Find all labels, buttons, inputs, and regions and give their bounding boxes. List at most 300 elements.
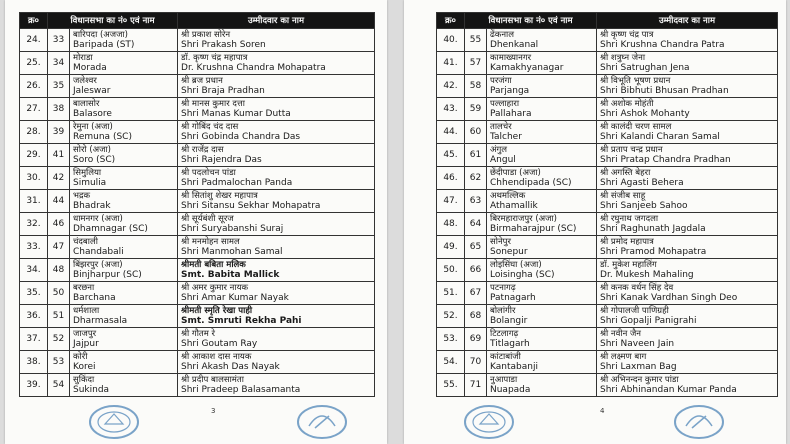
constituency-name-hindi: बिरमहाराजपुर (अजा): [490, 213, 557, 224]
candidate-name: [597, 236, 778, 259]
constituency-name: [487, 52, 597, 75]
serial-number: 45.: [437, 144, 465, 167]
constituency-name-hindi: सोरो (अजा): [73, 144, 111, 155]
constituency-number: 50: [48, 282, 70, 305]
table-body: [437, 29, 778, 397]
candidate-name: [178, 144, 375, 167]
serial-number: 33.: [20, 236, 48, 259]
constituency-number: 54: [48, 374, 70, 397]
constituency-name: [70, 75, 178, 98]
candidate-name-english: Smt. Babita Mallick: [181, 269, 280, 280]
constituency-name: [70, 52, 178, 75]
serial-number: 40.: [437, 29, 465, 52]
constituency-number: 52: [48, 328, 70, 351]
table-header: [20, 13, 375, 29]
candidate-name-english: Shri Pramod Mohapatra: [600, 246, 707, 257]
constituency-name-english: Birmaharajpur (SC): [490, 223, 577, 234]
candidate-name: [597, 144, 778, 167]
constituency-name-english: Barchana: [73, 292, 116, 303]
header-constituency: विधानसभा का नं० एवं नाम: [48, 13, 178, 29]
table-body: [20, 29, 375, 397]
candidate-name-hindi: श्री राजेंद्र दास: [181, 144, 224, 155]
candidate-name-english: Shri Rajendra Das: [181, 154, 262, 165]
constituency-name: [487, 29, 597, 52]
candidate-name: [178, 213, 375, 236]
table-row: [20, 52, 375, 75]
constituency-name-hindi: जाजपुर: [73, 328, 97, 339]
constituency-name: [70, 328, 178, 351]
candidate-name-english: Shri Naveen Jain: [600, 338, 675, 349]
candidate-name-hindi: श्री लक्ष्मण बाग: [600, 351, 647, 362]
candidate-name: [597, 259, 778, 282]
constituency-number: 51: [48, 305, 70, 328]
candidate-name: [178, 236, 375, 259]
candidate-name-english: Shri Prakash Soren: [181, 39, 266, 50]
constituency-number: 65: [465, 236, 487, 259]
candidate-name: [178, 29, 375, 52]
candidate-name-hindi: श्री अशोक मोहंती: [600, 98, 654, 109]
table-row: [20, 374, 375, 397]
constituency-name: [487, 328, 597, 351]
constituency-name-english: Patnagarh: [490, 292, 536, 303]
constituency-name-hindi: धर्मशाला: [73, 305, 100, 316]
table-row: [437, 98, 778, 121]
constituency-number: 67: [465, 282, 487, 305]
table-row: [437, 29, 778, 52]
candidate-name: [597, 98, 778, 121]
serial-number: 29.: [20, 144, 48, 167]
candidate-name-english: Shri Braja Pradhan: [181, 85, 265, 96]
table-row: [20, 213, 375, 236]
table-row: [20, 236, 375, 259]
table-row: [437, 282, 778, 305]
header-candidate: उम्मीदवार का नाम: [597, 13, 778, 29]
serial-number: 31.: [20, 190, 48, 213]
constituency-name-hindi: कोरी: [73, 351, 88, 362]
candidate-name-hindi: डॉ. मुकेश महालिंग: [600, 259, 657, 270]
candidate-name-hindi: श्री नवीन जैन: [600, 328, 642, 339]
constituency-number: 57: [465, 52, 487, 75]
table-row: [437, 351, 778, 374]
constituency-name-english: Sukinda: [73, 384, 110, 395]
constituency-name: [487, 213, 597, 236]
serial-number: 43.: [437, 98, 465, 121]
header-serial: क्र०: [437, 13, 465, 29]
table-row: [437, 190, 778, 213]
serial-number: 30.: [20, 167, 48, 190]
candidate-name: [597, 374, 778, 397]
constituency-name-english: Talcher: [490, 131, 522, 142]
constituency-name: [487, 144, 597, 167]
header-constituency: विधानसभा का नं० एवं नाम: [465, 13, 597, 29]
serial-number: 26.: [20, 75, 48, 98]
constituency-number: 44: [48, 190, 70, 213]
serial-number: 49.: [437, 236, 465, 259]
candidate-name-english: Shri Raghunath Jagdala: [600, 223, 706, 234]
constituency-name: [487, 98, 597, 121]
constituency-name-hindi: छेंदीपाडा (अजा): [490, 167, 541, 178]
serial-number: 41.: [437, 52, 465, 75]
table-row: [437, 328, 778, 351]
constituency-name-english: Dhenkanal: [490, 39, 539, 50]
constituency-name-english: Kamakhyanagar: [490, 62, 564, 73]
candidate-name-hindi: श्री अमर कुमार नायक: [181, 282, 249, 293]
constituency-name-hindi: भद्रक: [73, 190, 91, 201]
constituency-name: [487, 121, 597, 144]
table-row: [437, 259, 778, 282]
candidate-name: [178, 259, 375, 282]
candidate-name-english: Shri Kanak Vardhan Singh Deo: [600, 292, 738, 303]
constituency-name-english: Chandabali: [73, 246, 124, 257]
constituency-name: [70, 98, 178, 121]
table-row: [437, 213, 778, 236]
serial-number: 42.: [437, 75, 465, 98]
constituency-name: [487, 236, 597, 259]
constituency-name-hindi: तालचेर: [490, 121, 512, 132]
constituency-number: 71: [465, 374, 487, 397]
candidate-name-english: Shri Ashok Mohanty: [600, 108, 690, 119]
candidate-name-english: Shri Akash Das Nayak: [181, 361, 280, 372]
constituency-name-hindi: अंगुल: [490, 144, 508, 155]
constituency-number: 48: [48, 259, 70, 282]
constituency-name-hindi: कांटाबांजी: [490, 351, 521, 362]
candidate-name-english: Shri Gopalji Panigrahi: [600, 315, 697, 326]
constituency-name: [487, 75, 597, 98]
constituency-number: 42: [48, 167, 70, 190]
candidate-name-english: Shri Padmalochan Panda: [181, 177, 293, 188]
constituency-name-english: Dharmasala: [73, 315, 128, 326]
constituency-number: 70: [465, 351, 487, 374]
constituency-name-hindi: जलेश्वर: [73, 75, 97, 86]
table-row: [437, 121, 778, 144]
candidate-name-hindi: श्री अगस्ति बेहरा: [600, 167, 651, 178]
constituency-name-english: Bhadrak: [73, 200, 111, 211]
constituency-number: 55: [465, 29, 487, 52]
constituency-name: [70, 121, 178, 144]
candidate-name-english: Shri Suryabanshi Suraj: [181, 223, 284, 234]
constituency-number: 58: [465, 75, 487, 98]
serial-number: 50.: [437, 259, 465, 282]
candidate-name-hindi: डॉ. कृष्ण चंद्र महापात्र: [181, 52, 248, 63]
constituency-name-hindi: बालासोर: [73, 98, 100, 109]
candidate-name: [178, 167, 375, 190]
constituency-name-english: Loisingha (SC): [490, 269, 555, 280]
page-number: 3: [211, 407, 216, 415]
table-row: [437, 305, 778, 328]
candidate-name: [597, 351, 778, 374]
serial-number: 27.: [20, 98, 48, 121]
table-row: [20, 259, 375, 282]
constituency-number: 60: [465, 121, 487, 144]
constituency-name: [70, 282, 178, 305]
candidate-name-hindi: श्री प्रदीप बालसामंता: [181, 374, 244, 385]
constituency-number: 38: [48, 98, 70, 121]
party-emblem-stamp: [672, 400, 726, 440]
constituency-name: [487, 351, 597, 374]
table-row: [20, 98, 375, 121]
candidate-name-english: Shri Goutam Ray: [181, 338, 258, 349]
constituency-name-english: Balasore: [73, 108, 112, 119]
candidate-name-hindi: श्री गोबिंद चंद दास: [181, 121, 239, 132]
table-row: [20, 305, 375, 328]
constituency-name: [70, 351, 178, 374]
constituency-name-hindi: बरछना: [73, 282, 95, 293]
table-row: [20, 328, 375, 351]
document-page-right: [404, 0, 786, 444]
table-row: [20, 351, 375, 374]
candidate-name-hindi: श्री प्रमोद महापात्र: [600, 236, 654, 247]
constituency-name: [70, 144, 178, 167]
serial-number: 55.: [437, 374, 465, 397]
constituency-name: [487, 190, 597, 213]
candidate-name-hindi: श्री विभूति भूषण प्रधान: [600, 75, 671, 86]
constituency-name-hindi: टिटलागढ़: [490, 328, 519, 339]
candidate-name-english: Shri Abhinandan Kumar Panda: [600, 384, 737, 395]
candidate-name: [597, 29, 778, 52]
table-row: [20, 121, 375, 144]
constituency-number: 61: [465, 144, 487, 167]
constituency-name: [70, 29, 178, 52]
candidate-name-hindi: श्री प्रकाश सोरेन: [181, 29, 231, 40]
candidate-name: [178, 121, 375, 144]
candidate-name-hindi: श्री मनमोहन सामल: [181, 236, 240, 247]
serial-number: 44.: [437, 121, 465, 144]
candidate-name: [178, 351, 375, 374]
candidate-name: [597, 167, 778, 190]
constituency-name: [70, 190, 178, 213]
constituency-name-hindi: सिमुलिया: [73, 167, 102, 178]
constituency-number: 63: [465, 190, 487, 213]
serial-number: 25.: [20, 52, 48, 75]
serial-number: 39.: [20, 374, 48, 397]
constituency-number: 33: [48, 29, 70, 52]
constituency-name-english: Nuapada: [490, 384, 531, 395]
constituency-name-hindi: पटनागढ़: [490, 282, 516, 293]
constituency-name-hindi: सुकिंदा: [73, 374, 95, 385]
candidate-name: [178, 75, 375, 98]
constituency-name-english: Simulia: [73, 177, 107, 188]
candidate-name-hindi: श्रीमती स्मृति रेखा पाही: [181, 305, 253, 316]
constituency-name-english: Jajpur: [73, 338, 99, 349]
candidate-name-english: Shri Amar Kumar Nayak: [181, 292, 289, 303]
constituency-name-english: Remuna (SC): [73, 131, 132, 142]
constituency-number: 46: [48, 213, 70, 236]
constituency-name: [70, 213, 178, 236]
candidate-name: [597, 121, 778, 144]
table-row: [437, 75, 778, 98]
candidate-name-english: Shri Krushna Chandra Patra: [600, 39, 725, 50]
candidate-name-hindi: श्री प्रताप चन्द्र प्रधान: [600, 144, 663, 155]
table-row: [20, 282, 375, 305]
table-row: [20, 144, 375, 167]
candidate-name-hindi: श्री अभिनन्दन कुमार पांडा: [600, 374, 679, 385]
candidate-name: [178, 282, 375, 305]
constituency-number: 59: [465, 98, 487, 121]
constituency-number: 39: [48, 121, 70, 144]
constituency-number: 66: [465, 259, 487, 282]
candidate-name: [178, 374, 375, 397]
candidate-name-english: Shri Satrughan Jena: [600, 62, 690, 73]
serial-number: 47.: [437, 190, 465, 213]
constituency-name-hindi: मोराडा: [73, 52, 93, 63]
constituency-name-hindi: रेमुना (अजा): [73, 121, 113, 132]
constituency-name-english: Kantabanji: [490, 361, 538, 372]
serial-number: 28.: [20, 121, 48, 144]
table-row: [437, 374, 778, 397]
candidate-name-hindi: श्री गोपालजी पाणिग्रही: [600, 305, 669, 316]
constituency-name: [70, 259, 178, 282]
constituency-name-english: Sonepur: [490, 246, 528, 257]
candidate-name: [178, 190, 375, 213]
table-row: [437, 144, 778, 167]
candidate-name: [597, 305, 778, 328]
candidate-name: [597, 328, 778, 351]
serial-number: 48.: [437, 213, 465, 236]
constituency-name-english: Athamallik: [490, 200, 538, 211]
candidate-name: [178, 328, 375, 351]
candidate-name-hindi: श्री आकाश दास नायक: [181, 351, 252, 362]
header-candidate: उम्मीदवार का नाम: [178, 13, 375, 29]
serial-number: 51.: [437, 282, 465, 305]
constituency-name-english: Pallahara: [490, 108, 532, 119]
constituency-name-hindi: कामाख्यानगर: [490, 52, 532, 63]
serial-number: 54.: [437, 351, 465, 374]
constituency-name: [70, 167, 178, 190]
constituency-number: 41: [48, 144, 70, 167]
candidate-name-english: Dr. Mukesh Mahaling: [600, 269, 694, 280]
candidate-table-right: [436, 12, 778, 397]
candidate-name-hindi: श्री पदलोचन पांडा: [181, 167, 236, 178]
table-row: [437, 167, 778, 190]
constituency-name: [487, 374, 597, 397]
candidate-name: [597, 52, 778, 75]
candidate-name-hindi: श्री कनक वर्धन सिंह देव: [600, 282, 674, 293]
candidate-name: [597, 213, 778, 236]
party-seal-stamp: [87, 400, 141, 440]
candidate-name-hindi: श्री कृष्ण चंद्र पात्र: [600, 29, 654, 40]
constituency-name-hindi: ढेंकनाल: [490, 29, 514, 40]
table-row: [437, 52, 778, 75]
candidate-name-english: Shri Pratap Chandra Pradhan: [600, 154, 731, 165]
constituency-name-english: Dhamnagar (SC): [73, 223, 148, 234]
candidate-name-english: Shri Laxman Bag: [600, 361, 677, 372]
candidate-name-english: Shri Manas Kumar Dutta: [181, 108, 291, 119]
candidate-name-hindi: श्री सूर्यबंशी सूरज: [181, 213, 234, 224]
candidate-name-english: Smt. Smruti Rekha Pahi: [181, 315, 302, 326]
serial-number: 53.: [437, 328, 465, 351]
serial-number: 32.: [20, 213, 48, 236]
table-row: [20, 75, 375, 98]
serial-number: 36.: [20, 305, 48, 328]
constituency-name-english: Chhendipada (SC): [490, 177, 572, 188]
serial-number: 37.: [20, 328, 48, 351]
constituency-name-english: Morada: [73, 62, 107, 73]
candidate-name: [597, 190, 778, 213]
candidate-name-english: Shri Sanjeeb Sahoo: [600, 200, 688, 211]
constituency-name-hindi: चंदबाली: [73, 236, 98, 247]
constituency-name-hindi: बिंझरपुर (अजा): [73, 259, 123, 270]
party-seal-stamp: [462, 400, 516, 440]
candidate-name: [178, 305, 375, 328]
serial-number: 38.: [20, 351, 48, 374]
candidate-name-hindi: श्री ब्रज प्रधान: [181, 75, 223, 86]
constituency-name-english: Angul: [490, 154, 516, 165]
serial-number: 34.: [20, 259, 48, 282]
constituency-name-hindi: बोलांगीर: [490, 305, 516, 316]
candidate-name-english: Shri Agasti Behera: [600, 177, 684, 188]
constituency-name: [487, 282, 597, 305]
constituency-name-english: Parjanga: [490, 85, 530, 96]
constituency-name-hindi: नुआपाडा: [490, 374, 518, 385]
constituency-name: [487, 259, 597, 282]
candidate-name-hindi: श्री सितांशु शेखर महापात्र: [181, 190, 258, 201]
candidate-name: [178, 52, 375, 75]
table-header: [437, 13, 778, 29]
constituency-name-english: Titlagarh: [490, 338, 530, 349]
candidate-name-english: Shri Kalandi Charan Samal: [600, 131, 720, 142]
table-row: [20, 167, 375, 190]
header-serial: क्र०: [20, 13, 48, 29]
candidate-name-hindi: श्री मानस कुमार दत्ता: [181, 98, 245, 109]
candidate-name-hindi: श्री रघुनाथ जगदला: [600, 213, 659, 224]
constituency-number: 68: [465, 305, 487, 328]
candidate-name-english: Shri Sitansu Sekhar Mohapatra: [181, 200, 321, 211]
page-number: 4: [600, 407, 605, 415]
candidate-name-hindi: श्री कालंदी चरण सामल: [600, 121, 672, 132]
constituency-number: 53: [48, 351, 70, 374]
party-emblem-stamp: [295, 400, 349, 440]
constituency-number: 35: [48, 75, 70, 98]
candidate-name-english: Shri Pradeep Balasamanta: [181, 384, 301, 395]
constituency-name-hindi: परजंगा: [490, 75, 512, 86]
constituency-name-hindi: बारिपदा (अजजा): [73, 29, 128, 40]
candidate-name-english: Shri Manmohan Samal: [181, 246, 283, 257]
constituency-number: 62: [465, 167, 487, 190]
candidate-name: [597, 75, 778, 98]
constituency-name-english: Baripada (ST): [73, 39, 135, 50]
table-row: [437, 236, 778, 259]
constituency-name-hindi: लोइसिंघा (अजा): [490, 259, 542, 270]
table-row: [20, 190, 375, 213]
constituency-name-english: Jaleswar: [73, 85, 111, 96]
constituency-number: 69: [465, 328, 487, 351]
constituency-name-english: Bolangir: [490, 315, 528, 326]
serial-number: 35.: [20, 282, 48, 305]
table-row: [20, 29, 375, 52]
constituency-name-english: Soro (SC): [73, 154, 116, 165]
document-page-left: [5, 0, 387, 444]
constituency-name: [70, 374, 178, 397]
constituency-name: [70, 305, 178, 328]
constituency-name-hindi: धामनगर (अजा): [73, 213, 123, 224]
constituency-name: [487, 167, 597, 190]
constituency-name-english: Korei: [73, 361, 96, 372]
constituency-name-hindi: अथमल्लिक: [490, 190, 526, 201]
constituency-number: 34: [48, 52, 70, 75]
serial-number: 46.: [437, 167, 465, 190]
serial-number: 24.: [20, 29, 48, 52]
candidate-name: [597, 282, 778, 305]
candidate-name: [178, 98, 375, 121]
serial-number: 52.: [437, 305, 465, 328]
candidate-name-english: Shri Gobinda Chandra Das: [181, 131, 301, 142]
candidate-name-hindi: श्री संजीब साहू: [600, 190, 646, 201]
constituency-name-hindi: सोनेपुर: [490, 236, 511, 247]
candidate-table-left: [19, 12, 375, 397]
constituency-name-english: Binjharpur (SC): [73, 269, 142, 280]
candidate-name-hindi: श्रीमती बबिता मलिक: [181, 259, 246, 270]
constituency-number: 47: [48, 236, 70, 259]
